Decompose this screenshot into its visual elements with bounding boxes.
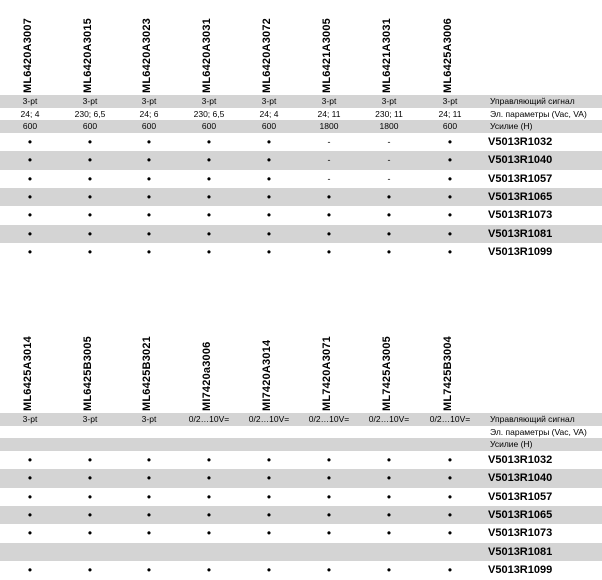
column-header — [82, 0, 100, 95]
column-header — [201, 0, 219, 95]
compatible-dot: • — [146, 208, 152, 223]
compatible-dot: • — [146, 526, 152, 541]
spec-row — [0, 438, 602, 451]
compatible-dot: • — [326, 452, 332, 467]
compatible-dot: • — [266, 189, 272, 204]
compatible-dot: • — [386, 526, 392, 541]
column-header-label: ML6420A3023 — [141, 18, 153, 93]
compatible-dot: • — [27, 134, 33, 149]
compatible-dot: • — [266, 171, 272, 186]
column-header — [381, 318, 399, 413]
spec-cell: 1800 — [379, 121, 399, 132]
spec-row — [0, 95, 602, 108]
compatible-dot: • — [87, 153, 93, 168]
valve-code: V5013R1032 — [488, 453, 553, 466]
compatible-dot: • — [386, 208, 392, 223]
compatible-dot: • — [87, 226, 93, 241]
spec-cell: 0/2…10V= — [429, 414, 471, 424]
valve-row — [0, 225, 602, 243]
spec-cell: 3-pt — [201, 96, 217, 106]
column-header-label: ML6421A3005 — [321, 18, 333, 93]
spec-cell: 3-pt — [82, 414, 98, 424]
valve-code: V5013R1099 — [488, 246, 553, 259]
compatible-dot: • — [27, 208, 33, 223]
column-header-label: ML6420A3031 — [201, 18, 213, 93]
compatible-dot: • — [266, 208, 272, 223]
compatible-dot: • — [206, 507, 212, 522]
compatible-dot: • — [266, 452, 272, 467]
compatible-dot: • — [146, 507, 152, 522]
valve-row — [0, 561, 602, 579]
compatible-dot: • — [27, 153, 33, 168]
compatible-dot: • — [146, 471, 152, 486]
compatible-dot: • — [87, 245, 93, 260]
spec-cell: 230; 6,5 — [74, 108, 106, 119]
valve-row — [0, 469, 602, 487]
compatible-dot: • — [447, 471, 453, 486]
compatible-dot: • — [206, 471, 212, 486]
valve-row — [0, 506, 602, 524]
spec-cell: 24; 11 — [317, 108, 341, 119]
valve-code: V5013R1057 — [488, 490, 553, 503]
column-header — [321, 0, 339, 95]
compatible-dot: • — [447, 171, 453, 186]
compatible-dot: • — [27, 452, 33, 467]
compatible-dot: • — [266, 471, 272, 486]
table-header — [0, 318, 602, 413]
column-header-label: ML6421A3031 — [381, 18, 393, 93]
compatible-dot: • — [87, 489, 93, 504]
compatible-dot: • — [146, 189, 152, 204]
compatible-dot: • — [447, 507, 453, 522]
spec-cell: 3-pt — [321, 96, 337, 106]
valve-row — [0, 206, 602, 224]
valve-code: V5013R1032 — [488, 135, 553, 148]
compatible-dot: • — [326, 471, 332, 486]
spec-label: Управляющий сигнал — [490, 96, 575, 106]
compatible-dot: • — [87, 189, 93, 204]
column-header-label: ML6420A3015 — [82, 18, 94, 93]
compatible-dot: • — [146, 563, 152, 578]
compatible-dot: • — [266, 489, 272, 504]
compatible-dot: • — [386, 189, 392, 204]
compat-cell: - — [327, 173, 331, 184]
valve-code: V5013R1073 — [488, 527, 553, 540]
spec-row — [0, 413, 602, 426]
compatible-dot: • — [206, 226, 212, 241]
compatible-dot: • — [266, 526, 272, 541]
column-header-label: MI7420A3014 — [261, 339, 273, 411]
spec-cell: 3-pt — [141, 96, 157, 106]
compatible-dot: • — [447, 226, 453, 241]
spec-cell: 3-pt — [22, 414, 38, 424]
spec-cell: 600 — [201, 121, 217, 132]
valve-code: V5013R1081 — [488, 545, 553, 558]
column-header — [442, 0, 460, 95]
spec-cell: 600 — [442, 121, 458, 132]
column-header — [141, 318, 159, 413]
column-header-label: ML6425A3006 — [442, 18, 454, 93]
spec-cell: 3-pt — [22, 96, 38, 106]
compatible-dot: • — [87, 563, 93, 578]
spec-cell: 0/2…10V= — [188, 414, 230, 424]
compat-cell: - — [387, 155, 391, 166]
compatible-dot: • — [326, 189, 332, 204]
valve-row — [0, 151, 602, 169]
compatible-dot: • — [326, 489, 332, 504]
spec-cell: 600 — [22, 121, 38, 132]
spec-cell: 24; 4 — [259, 108, 279, 119]
compatible-dot: • — [146, 226, 152, 241]
compatible-dot: • — [146, 171, 152, 186]
compatible-dot: • — [27, 245, 33, 260]
compatible-dot: • — [146, 134, 152, 149]
valve-row — [0, 243, 602, 261]
compatible-dot: • — [447, 208, 453, 223]
compatible-dot: • — [87, 471, 93, 486]
spec-label: Усилие (Н) — [490, 439, 533, 450]
compatible-dot: • — [447, 452, 453, 467]
compatible-dot: • — [206, 526, 212, 541]
compatible-dot: • — [27, 471, 33, 486]
compatible-dot: • — [326, 208, 332, 223]
compatible-dot: • — [206, 153, 212, 168]
compatible-dot: • — [87, 134, 93, 149]
valve-code: V5013R1040 — [488, 154, 553, 167]
compatible-dot: • — [146, 452, 152, 467]
compatible-dot: • — [386, 563, 392, 578]
compatible-dot: • — [386, 471, 392, 486]
compatible-dot: • — [206, 171, 212, 186]
compatible-dot: • — [27, 226, 33, 241]
spec-cell: 1800 — [319, 121, 339, 132]
compatibility-table-2 — [0, 318, 602, 580]
compatible-dot: • — [266, 507, 272, 522]
column-header-label: ML7425A3005 — [381, 336, 393, 411]
column-header — [381, 0, 399, 95]
compatible-dot: • — [206, 134, 212, 149]
compatibility-table-1 — [0, 0, 602, 262]
spec-label: Эл. параметры (Vac, VA) — [490, 108, 587, 119]
spec-label: Усилие (Н) — [490, 121, 533, 132]
spec-cell: 600 — [141, 121, 157, 132]
column-header-label: ML6425B3021 — [141, 336, 153, 411]
compatible-dot: • — [146, 489, 152, 504]
column-header-label: ML6420A3072 — [261, 18, 273, 93]
spec-cell: 3-pt — [442, 96, 458, 106]
compatible-dot: • — [87, 208, 93, 223]
compatible-dot: • — [266, 245, 272, 260]
valve-code: V5013R1065 — [488, 190, 553, 203]
compatible-dot: • — [206, 489, 212, 504]
compatible-dot: • — [206, 189, 212, 204]
compatible-dot: • — [27, 563, 33, 578]
compatible-dot: • — [386, 489, 392, 504]
compatible-dot: • — [386, 245, 392, 260]
compatible-dot: • — [206, 563, 212, 578]
spec-label: Управляющий сигнал — [490, 414, 575, 424]
spec-cell: 24; 6 — [139, 108, 159, 119]
spec-cell: 230; 6,5 — [193, 108, 225, 119]
compatible-dot: • — [27, 489, 33, 504]
spec-row — [0, 120, 602, 133]
valve-code: V5013R1040 — [488, 472, 553, 485]
compat-cell: - — [327, 155, 331, 166]
valve-code: V5013R1073 — [488, 209, 553, 222]
compatible-dot: • — [386, 226, 392, 241]
spec-cell: 600 — [82, 121, 98, 132]
compatible-dot: • — [447, 563, 453, 578]
column-header — [442, 318, 460, 413]
column-header-label: ML6420A3007 — [22, 18, 34, 93]
compatible-dot: • — [146, 245, 152, 260]
column-header — [261, 318, 279, 413]
valve-row — [0, 543, 602, 561]
compatible-dot: • — [87, 526, 93, 541]
valve-code: V5013R1099 — [488, 564, 553, 577]
compatible-dot: • — [266, 563, 272, 578]
column-header-label: ML7425B3004 — [442, 336, 454, 411]
spec-row — [0, 426, 602, 439]
valve-row — [0, 133, 602, 151]
valve-code: V5013R1081 — [488, 227, 553, 240]
column-header — [22, 318, 40, 413]
compatible-dot: • — [27, 171, 33, 186]
compatible-dot: • — [386, 452, 392, 467]
compatible-dot: • — [87, 171, 93, 186]
spec-row — [0, 108, 602, 121]
compatible-dot: • — [447, 489, 453, 504]
spec-cell: 0/2…10V= — [248, 414, 290, 424]
compatible-dot: • — [27, 526, 33, 541]
compatible-dot: • — [146, 153, 152, 168]
compatible-dot: • — [266, 226, 272, 241]
spec-cell: 3-pt — [141, 414, 157, 424]
spec-cell: 0/2…10V= — [308, 414, 350, 424]
column-header-label: ML6425A3014 — [22, 336, 34, 411]
spec-cell: 0/2…10V= — [368, 414, 410, 424]
column-header — [82, 318, 100, 413]
compatible-dot: • — [87, 507, 93, 522]
column-header-label: ML6425B3005 — [82, 336, 94, 411]
valve-row — [0, 451, 602, 469]
spec-cell: 600 — [261, 121, 277, 132]
column-header-label: MI7420a3006 — [201, 341, 213, 411]
compatible-dot: • — [27, 189, 33, 204]
compatible-dot: • — [206, 452, 212, 467]
compatible-dot: • — [447, 134, 453, 149]
compatible-dot: • — [447, 153, 453, 168]
column-header — [141, 0, 159, 95]
column-header — [261, 0, 279, 95]
compatible-dot: • — [326, 526, 332, 541]
spec-cell: 24; 11 — [438, 108, 462, 119]
table-header — [0, 0, 602, 95]
compatible-dot: • — [326, 563, 332, 578]
compatible-dot: • — [447, 189, 453, 204]
spec-cell: 3-pt — [82, 96, 98, 106]
spec-cell: 230; 11 — [375, 108, 403, 119]
compat-cell: - — [387, 136, 391, 147]
compatible-dot: • — [326, 226, 332, 241]
valve-row — [0, 188, 602, 206]
column-header-label: ML7420A3071 — [321, 336, 333, 411]
spec-cell: 3-pt — [381, 96, 397, 106]
compatible-dot: • — [27, 507, 33, 522]
column-header — [22, 0, 40, 95]
compatible-dot: • — [326, 507, 332, 522]
valve-code: V5013R1057 — [488, 172, 553, 185]
compat-cell: - — [327, 136, 331, 147]
valve-row — [0, 524, 602, 542]
compatible-dot: • — [447, 245, 453, 260]
valve-code: V5013R1065 — [488, 508, 553, 521]
column-header — [321, 318, 339, 413]
compat-cell: - — [387, 173, 391, 184]
spec-cell: 24; 4 — [20, 108, 40, 119]
valve-row — [0, 170, 602, 188]
spec-label: Эл. параметры (Vac, VA) — [490, 426, 587, 437]
compatible-dot: • — [87, 452, 93, 467]
compatible-dot: • — [266, 153, 272, 168]
compatible-dot: • — [447, 526, 453, 541]
compatible-dot: • — [386, 507, 392, 522]
column-header — [201, 318, 219, 413]
compatible-dot: • — [206, 245, 212, 260]
compatible-dot: • — [266, 134, 272, 149]
compatible-dot: • — [326, 245, 332, 260]
compatible-dot: • — [206, 208, 212, 223]
valve-row — [0, 488, 602, 506]
spec-cell: 3-pt — [261, 96, 277, 106]
